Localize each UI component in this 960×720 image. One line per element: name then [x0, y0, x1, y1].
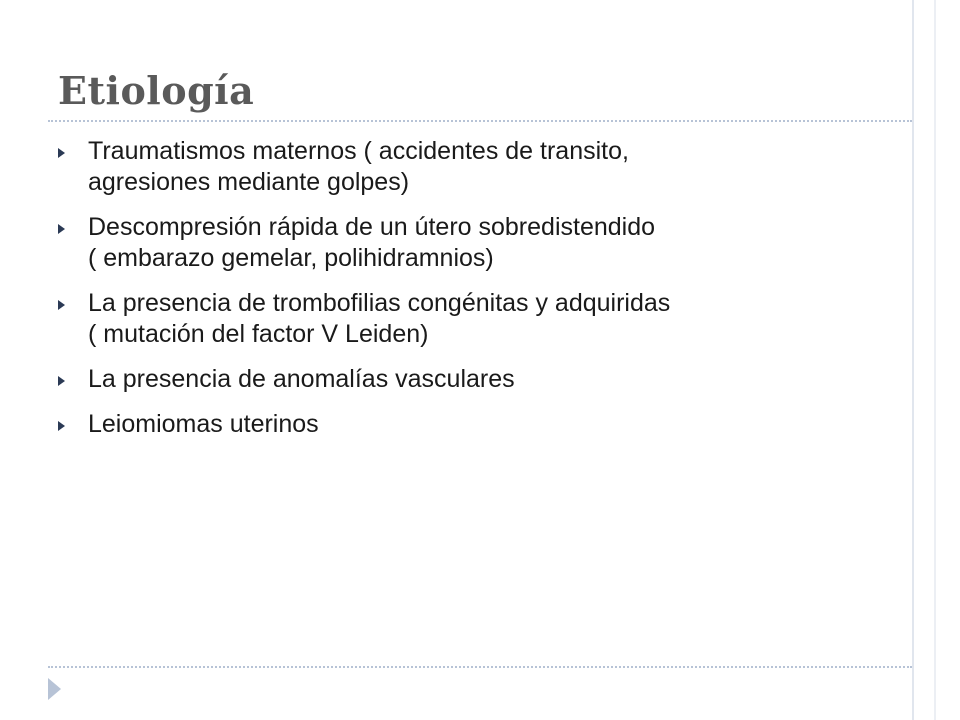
bullet-text: ( embarazo gemelar, polihidramnios): [88, 244, 494, 272]
decorative-vertical-line: [912, 0, 914, 720]
list-item: [56, 288, 856, 350]
bullet-list: [56, 136, 856, 454]
chevron-right-icon: [58, 376, 65, 386]
bullet-text: Leiomiomas uterinos: [88, 410, 319, 438]
chevron-right-icon: [48, 678, 61, 700]
chevron-right-icon: [58, 421, 65, 431]
footer-divider: [48, 666, 912, 668]
list-item: [56, 409, 856, 440]
title-divider: [48, 120, 912, 122]
chevron-right-icon: [58, 148, 65, 158]
list-item: [56, 212, 856, 274]
bullet-text: La presencia de anomalías vasculares: [88, 365, 515, 393]
bullet-text: Traumatismos maternos ( accidentes de transito,: [88, 137, 629, 165]
list-item: [56, 136, 856, 198]
bullet-text: ( mutación del factor V Leiden): [88, 320, 429, 348]
slide-title: Etiología: [58, 68, 255, 113]
chevron-right-icon: [58, 224, 65, 234]
bullet-text: agresiones mediante golpes): [88, 168, 410, 196]
list-item: [56, 364, 856, 395]
bullet-text: Descompresión rápida de un útero sobredistendido: [88, 213, 656, 241]
bullet-text: La presencia de trombofilias congénitas y adquiridas: [88, 289, 671, 317]
decorative-vertical-line: [934, 0, 936, 720]
chevron-right-icon: [58, 300, 65, 310]
